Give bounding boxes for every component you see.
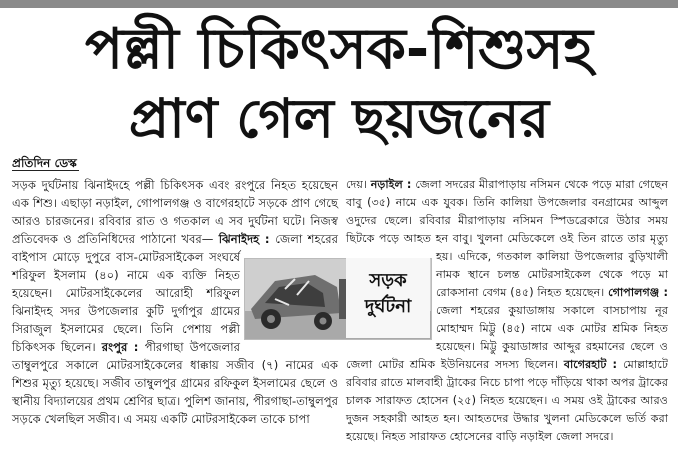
dateline-rangpur: রংপুর :: [101, 340, 145, 354]
dateline-narail: নড়াইল :: [370, 178, 416, 191]
dateline-bagerhat: বাগেরহাট :: [563, 358, 624, 371]
gopalganj-text: জেলা শহরের কুয়াডাঙ্গায় সকালে বাসচাপায় নূর মোহাম্মদ মিট্টু (৪৫) নামে এক মোটর শ্রমিক নিহত হয়েছেন। মিট্টু কুয়াডাঙ্গার আব্দুর রহমানের ছেলে ও জেলা মোটর শ্রমিক ইউনিয়নের সদস্য ছিলেন।: [346, 304, 668, 371]
caption-line-2: দুর্ঘটনা: [364, 296, 412, 317]
jhenaidah-text: জেলা শহরের বাইপাস মোড়ে দুপুরে বাস-মোটরসাইকেল সংঘর্ষে শরিফুল ইসলাম (৪০) নামে এক ব্যক্তি নিহত হয়েছেন। মোটরসাইকেলের আরোহী শরিফুল ঝিনাইদহ সদর উপজেলার কুটি দুর্গাপুর গ্রামের সিরাজুল ইসলামের ছেলে। তিনি পেশায় পল্লী চিকিৎসক ছিলেন।: [12, 232, 338, 354]
dateline-gopalganj: গোপালগঞ্জ :: [608, 286, 668, 299]
photo-caption-box: [346, 258, 430, 338]
top-bar: [0, 0, 678, 8]
headline-line-2: প্রাণ গেল ছয়জনের: [128, 87, 550, 150]
continued-text: দেয়।: [346, 178, 371, 191]
dateline-jhenaidah: ঝিনাইদহ :: [218, 232, 276, 246]
headline-line-1: পল্লী চিকিৎসক-শিশুসহ: [85, 17, 593, 82]
byline: প্রতিদিন ডেস্ক: [12, 156, 77, 170]
narail-text: জেলা সদরের মীরাপাড়ায় নসিমন থেকে পড়ে মারা গেছেন বাবু (৩৫) নামে এক যুবক। তিনি কালিয়া উপজেলার বনগ্রামের আব্দুল ওদুদের ছেলে। রবিবার মীরাপাড়ায় নসিমন স্পিডব্রেকারে উঠার সময় ছিটকে পড়ে আহত হন বাবু। খুলনা মেডিকেলে ওই তিন রাতে তার মৃত্যু হয়। এদিকে, গতকাল কালিয়া উপজেলার বুড়িখালী নামক স্থানে চলন্ত মোটরসাইকেল থেকে পড়ে মা রোকসানা বেগম (৪৫) নিহত হয়েছেন।: [346, 178, 668, 299]
bagerhat-text: মোল্লাহাটে রবিবার রাতে মালবাহী ট্রাকের নিচে চাপা পড়ে দাঁড়িয়ে থাকা অপর ট্রাকের চালক সারাফত হোসেন (২৫) নিহত হয়েছেন। এ সময় ওই ট্রাকের আরও দুজন সহকারী আহত হন। আহতদের উদ্ধার খুলনা মেডিকেলে ভর্তি করা হয়েছে। নিহত সারাফত হোসেনের বাড়ি নড়াইল জেলা সদরে।: [346, 358, 668, 443]
intro-text: সড়ক দুর্ঘটনায় ঝিনাইদহে পল্লী চিকিৎসক এবং রংপুরে নিহত হয়েছেন এক শিশু। এছাড়া নড়াইল, গোপালগঞ্জ ও বাগেরহাটে সড়কে প্রাণ গেছে আরও চারজনের। রবিবার রাত ও গতকাল এ সব দুর্ঘটনা ঘটে। নিজস্ব প্রতিবেদক ও প্রতিনিধিদের পাঠানো খবর—: [12, 178, 338, 246]
rangpur-text: পীরগাছা উপজেলার তাম্বুলপুরে সকালে মোটরসাইকেলের ধাক্কায় সজীব (৭) নামের এক শিশুর মৃত্যু হয়েছে। সজীব তাম্বুলপুর গ্রামের রফিকুল ইসলামের ছেলে ও স্থানীয় বিদ্যালয়ের প্রথম শ্রেণির ছাত্র। পুলিশ জানায়, পীরগাছা-তাম্বুলপুর সড়কে খেলছিল সজীব। এ সময় একটি মোটরসাইকেল তাকে চাপা: [12, 340, 338, 426]
caption-line-1: সড়ক: [369, 270, 407, 291]
